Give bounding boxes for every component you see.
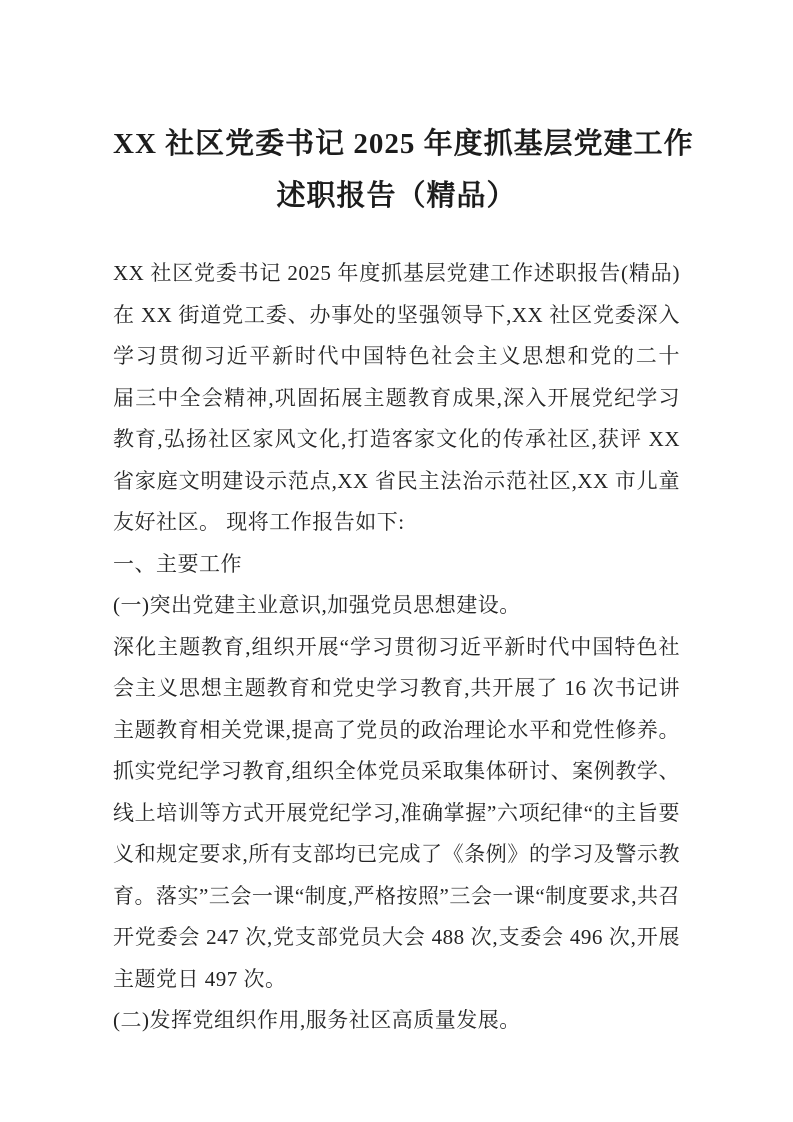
- text-line: 抓实党纪学习教育,组织全体党员采取集体研讨、案例教学、: [113, 759, 680, 783]
- text-line: 友好社区。 现将工作报告如下:: [113, 510, 405, 534]
- text-line: 会主义思想主题教育和党史学习教育,共开展了 16 次书记讲: [113, 676, 680, 700]
- text-line: 主题教育相关党课,提高了党员的政治理论水平和党性修养。: [113, 717, 680, 742]
- document-title-line-1: XX 社区党委书记 2025 年度抓基层党建工作: [113, 128, 694, 160]
- text-line: 义和规定要求,所有支部均已完成了《条例》的学习及警示教: [113, 842, 680, 866]
- document-body: [113, 253, 680, 1042]
- text-line: 教育,弘扬社区家风文化,打造客家文化的传承社区,获评 XX: [113, 427, 680, 451]
- text-line: 线上培训等方式开展党纪学习,准确掌握”六项纪律“的主旨要: [113, 800, 680, 825]
- text-line: (二)发挥党组织作用,服务社区高质量发展。: [113, 1008, 521, 1032]
- document-title-line-2: 述职报告（精品）: [276, 180, 517, 212]
- text-line: 在 XX 街道党工委、办事处的坚强领导下,XX 社区党委深入: [113, 302, 680, 327]
- text-line: 学习贯彻习近平新时代中国特色社会主义思想和党的二十: [113, 344, 680, 368]
- text-line: 一、主要工作: [113, 551, 242, 576]
- text-line: 开党委会 247 次,党支部党员大会 488 次,支委会 496 次,开展: [113, 925, 680, 949]
- document-content: [113, 118, 694, 1042]
- document-title: [113, 118, 694, 222]
- text-line: 届三中全会精神,巩固拓展主题教育成果,深入开展党纪学习: [113, 385, 680, 410]
- text-line: 深化主题教育,组织开展“学习贯彻习近平新时代中国特色社: [113, 634, 680, 659]
- text-line: 育。落实”三会一课“制度,严格按照”三会一课“制度要求,共召: [113, 883, 680, 908]
- text-line: (一)突出党建主业意识,加强党员思想建设。: [113, 593, 521, 617]
- text-line: 省家庭文明建设示范点,XX 省民主法治示范社区,XX 市儿童: [113, 468, 680, 493]
- text-line: XX 社区党委书记 2025 年度抓基层党建工作述职报告(精品): [113, 261, 680, 285]
- text-line: 主题党日 497 次。: [113, 966, 287, 991]
